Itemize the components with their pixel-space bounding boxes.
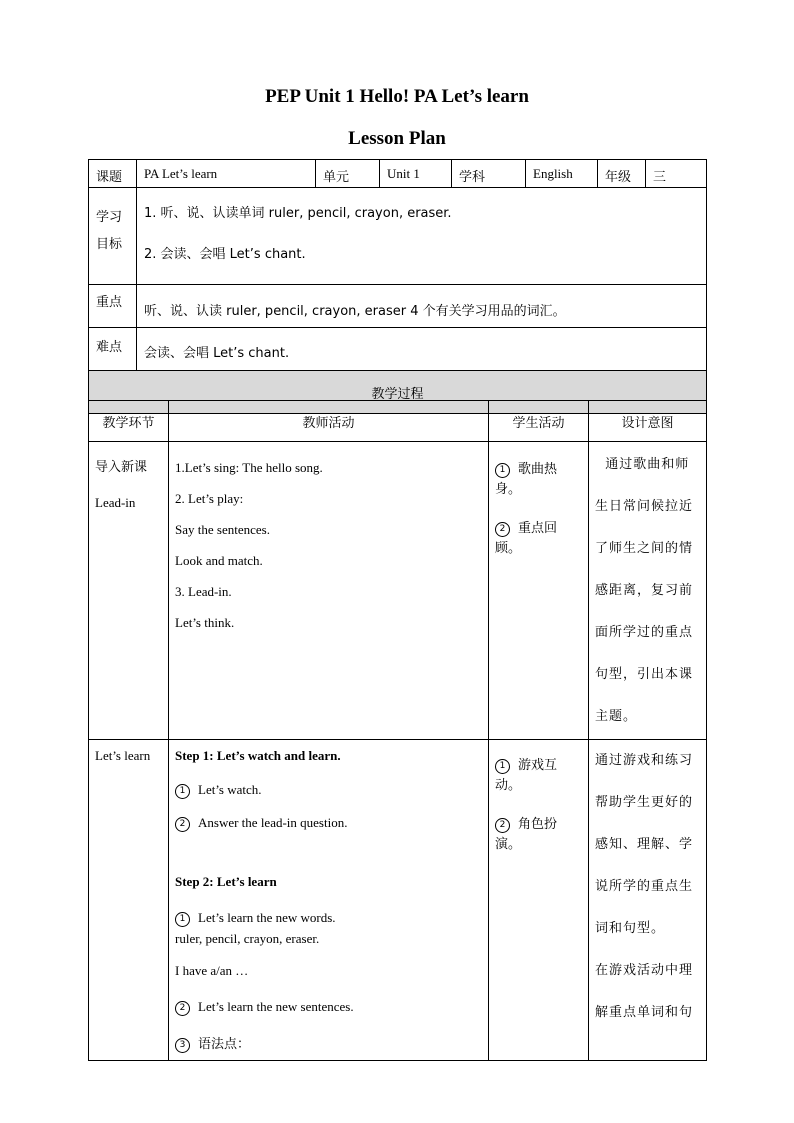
subject-value: English <box>526 160 598 188</box>
student-item: 2 重点回顾。 <box>495 521 558 556</box>
step2-title: Step 2: Let’s learn <box>175 874 277 889</box>
teacher-line: Let’s think. <box>175 615 235 630</box>
intent-line: 主题。 <box>595 709 638 724</box>
circled-number-icon: 1 <box>495 759 510 774</box>
goal-2: 2. 会读、会唱 Let’s chant. <box>144 247 306 262</box>
topic-value: PA Let’s learn <box>137 160 316 188</box>
document-title: PEP Unit 1 Hello! PA Let’s learn <box>265 86 529 107</box>
circled-number-icon: 3 <box>175 1038 190 1053</box>
intent-line: 解重点单词和句 <box>595 1005 694 1020</box>
step2-have: I have a/an … <box>175 963 249 978</box>
circled-number-icon: 2 <box>495 818 510 833</box>
intent-line: 感知、理解、学 <box>595 837 694 852</box>
goals-value <box>137 188 707 285</box>
circled-number-icon: 1 <box>175 912 190 927</box>
intent-line: 感距离，复习前 <box>595 583 694 598</box>
info-row-key <box>89 285 707 328</box>
student-item: 1 游戏互动。 <box>495 758 558 793</box>
stage-name-cn: 导入新课 <box>95 460 148 475</box>
step2-item: 2 Let’s learn the new sentences. <box>175 999 482 1016</box>
circled-number-icon: 1 <box>495 463 510 478</box>
key-value: 听、说、认读 ruler, pencil, crayon, eraser 4 个有关学习用品的词汇。 <box>137 285 707 328</box>
header-teacher: 教师活动 <box>169 401 489 442</box>
difficulty-label: 难点 <box>89 328 137 371</box>
step1-title: Step 1: Let’s watch and learn. <box>175 748 341 763</box>
grade-value: 三 <box>646 160 707 188</box>
step2-item: 3 语法点： <box>175 1033 482 1053</box>
student-activity-cell <box>489 740 589 1061</box>
info-row-topic <box>89 160 707 188</box>
intent-line: 帮助学生更好的 <box>595 795 694 810</box>
process-row-lets-learn <box>89 740 707 1061</box>
intent-line: 词和句型。 <box>595 921 666 936</box>
stage-cell <box>89 442 169 740</box>
header-student: 学生活动 <box>489 401 589 442</box>
difficulty-value: 会读、会唱 Let’s chant. <box>137 328 707 371</box>
document-subtitle: Lesson Plan <box>348 128 446 149</box>
teacher-line: 3. Lead-in. <box>175 584 232 599</box>
teacher-activity-cell <box>169 442 489 740</box>
stage-name-en: Lead-in <box>95 495 136 510</box>
info-row-difficulty <box>89 328 707 371</box>
lesson-info-table <box>88 159 707 414</box>
stage-cell <box>89 740 169 1061</box>
step2-item: 1 Let’s learn the new words. <box>175 910 482 927</box>
student-item: 1 歌曲热身。 <box>495 462 558 497</box>
process-heading: 教学过程 <box>89 371 707 414</box>
key-label: 重点 <box>89 285 137 328</box>
student-activity-cell <box>489 442 589 740</box>
info-row-goals <box>89 188 707 285</box>
design-intent-cell <box>589 740 707 1061</box>
intent-line: 通过游戏和练习 <box>595 753 694 768</box>
student-item: 2 角色扮演。 <box>495 817 558 852</box>
teacher-line: 2. Let’s play: <box>175 491 244 506</box>
process-header-row <box>89 401 707 442</box>
step1-item: 1 Let’s watch. <box>175 782 482 799</box>
circled-number-icon: 2 <box>495 522 510 537</box>
goals-label: 学习 目标 <box>89 188 137 285</box>
intent-line: 生日常问候拉近 <box>595 499 694 514</box>
goal-1: 1. 听、说、认读单词 ruler, pencil, crayon, eraser. <box>144 206 452 221</box>
stage-name-en: Let’s learn <box>95 748 151 763</box>
circled-number-icon: 2 <box>175 817 190 832</box>
intent-line: 句型，引出本课 <box>595 667 694 682</box>
teacher-line: Look and match. <box>175 553 263 568</box>
intent-line: 面所学过的重点 <box>595 625 694 640</box>
intent-line: 在游戏活动中理 <box>595 963 694 978</box>
unit-value: Unit 1 <box>380 160 452 188</box>
intent-line: 了师生之间的情 <box>595 541 694 556</box>
teacher-line: Say the sentences. <box>175 522 270 537</box>
teacher-line: 1.Let’s sing: The hello song. <box>175 460 323 475</box>
process-row-lead-in <box>89 442 707 740</box>
topic-label: 课题 <box>89 160 137 188</box>
header-stage: 教学环节 <box>89 401 169 442</box>
subject-label: 学科 <box>452 160 526 188</box>
step1-item: 2 Answer the lead-in question. <box>175 815 482 832</box>
teaching-process-table <box>88 400 707 1061</box>
grade-label: 年级 <box>598 160 646 188</box>
circled-number-icon: 1 <box>175 784 190 799</box>
step2-words: ruler, pencil, crayon, eraser. <box>175 931 320 946</box>
header-intent: 设计意图 <box>589 401 707 442</box>
teacher-activity-cell <box>169 740 489 1061</box>
intent-line: 通过歌曲和师 <box>595 457 690 472</box>
unit-label: 单元 <box>316 160 380 188</box>
intent-line: 说所学的重点生 <box>595 879 694 894</box>
circled-number-icon: 2 <box>175 1001 190 1016</box>
design-intent-cell <box>589 442 707 740</box>
